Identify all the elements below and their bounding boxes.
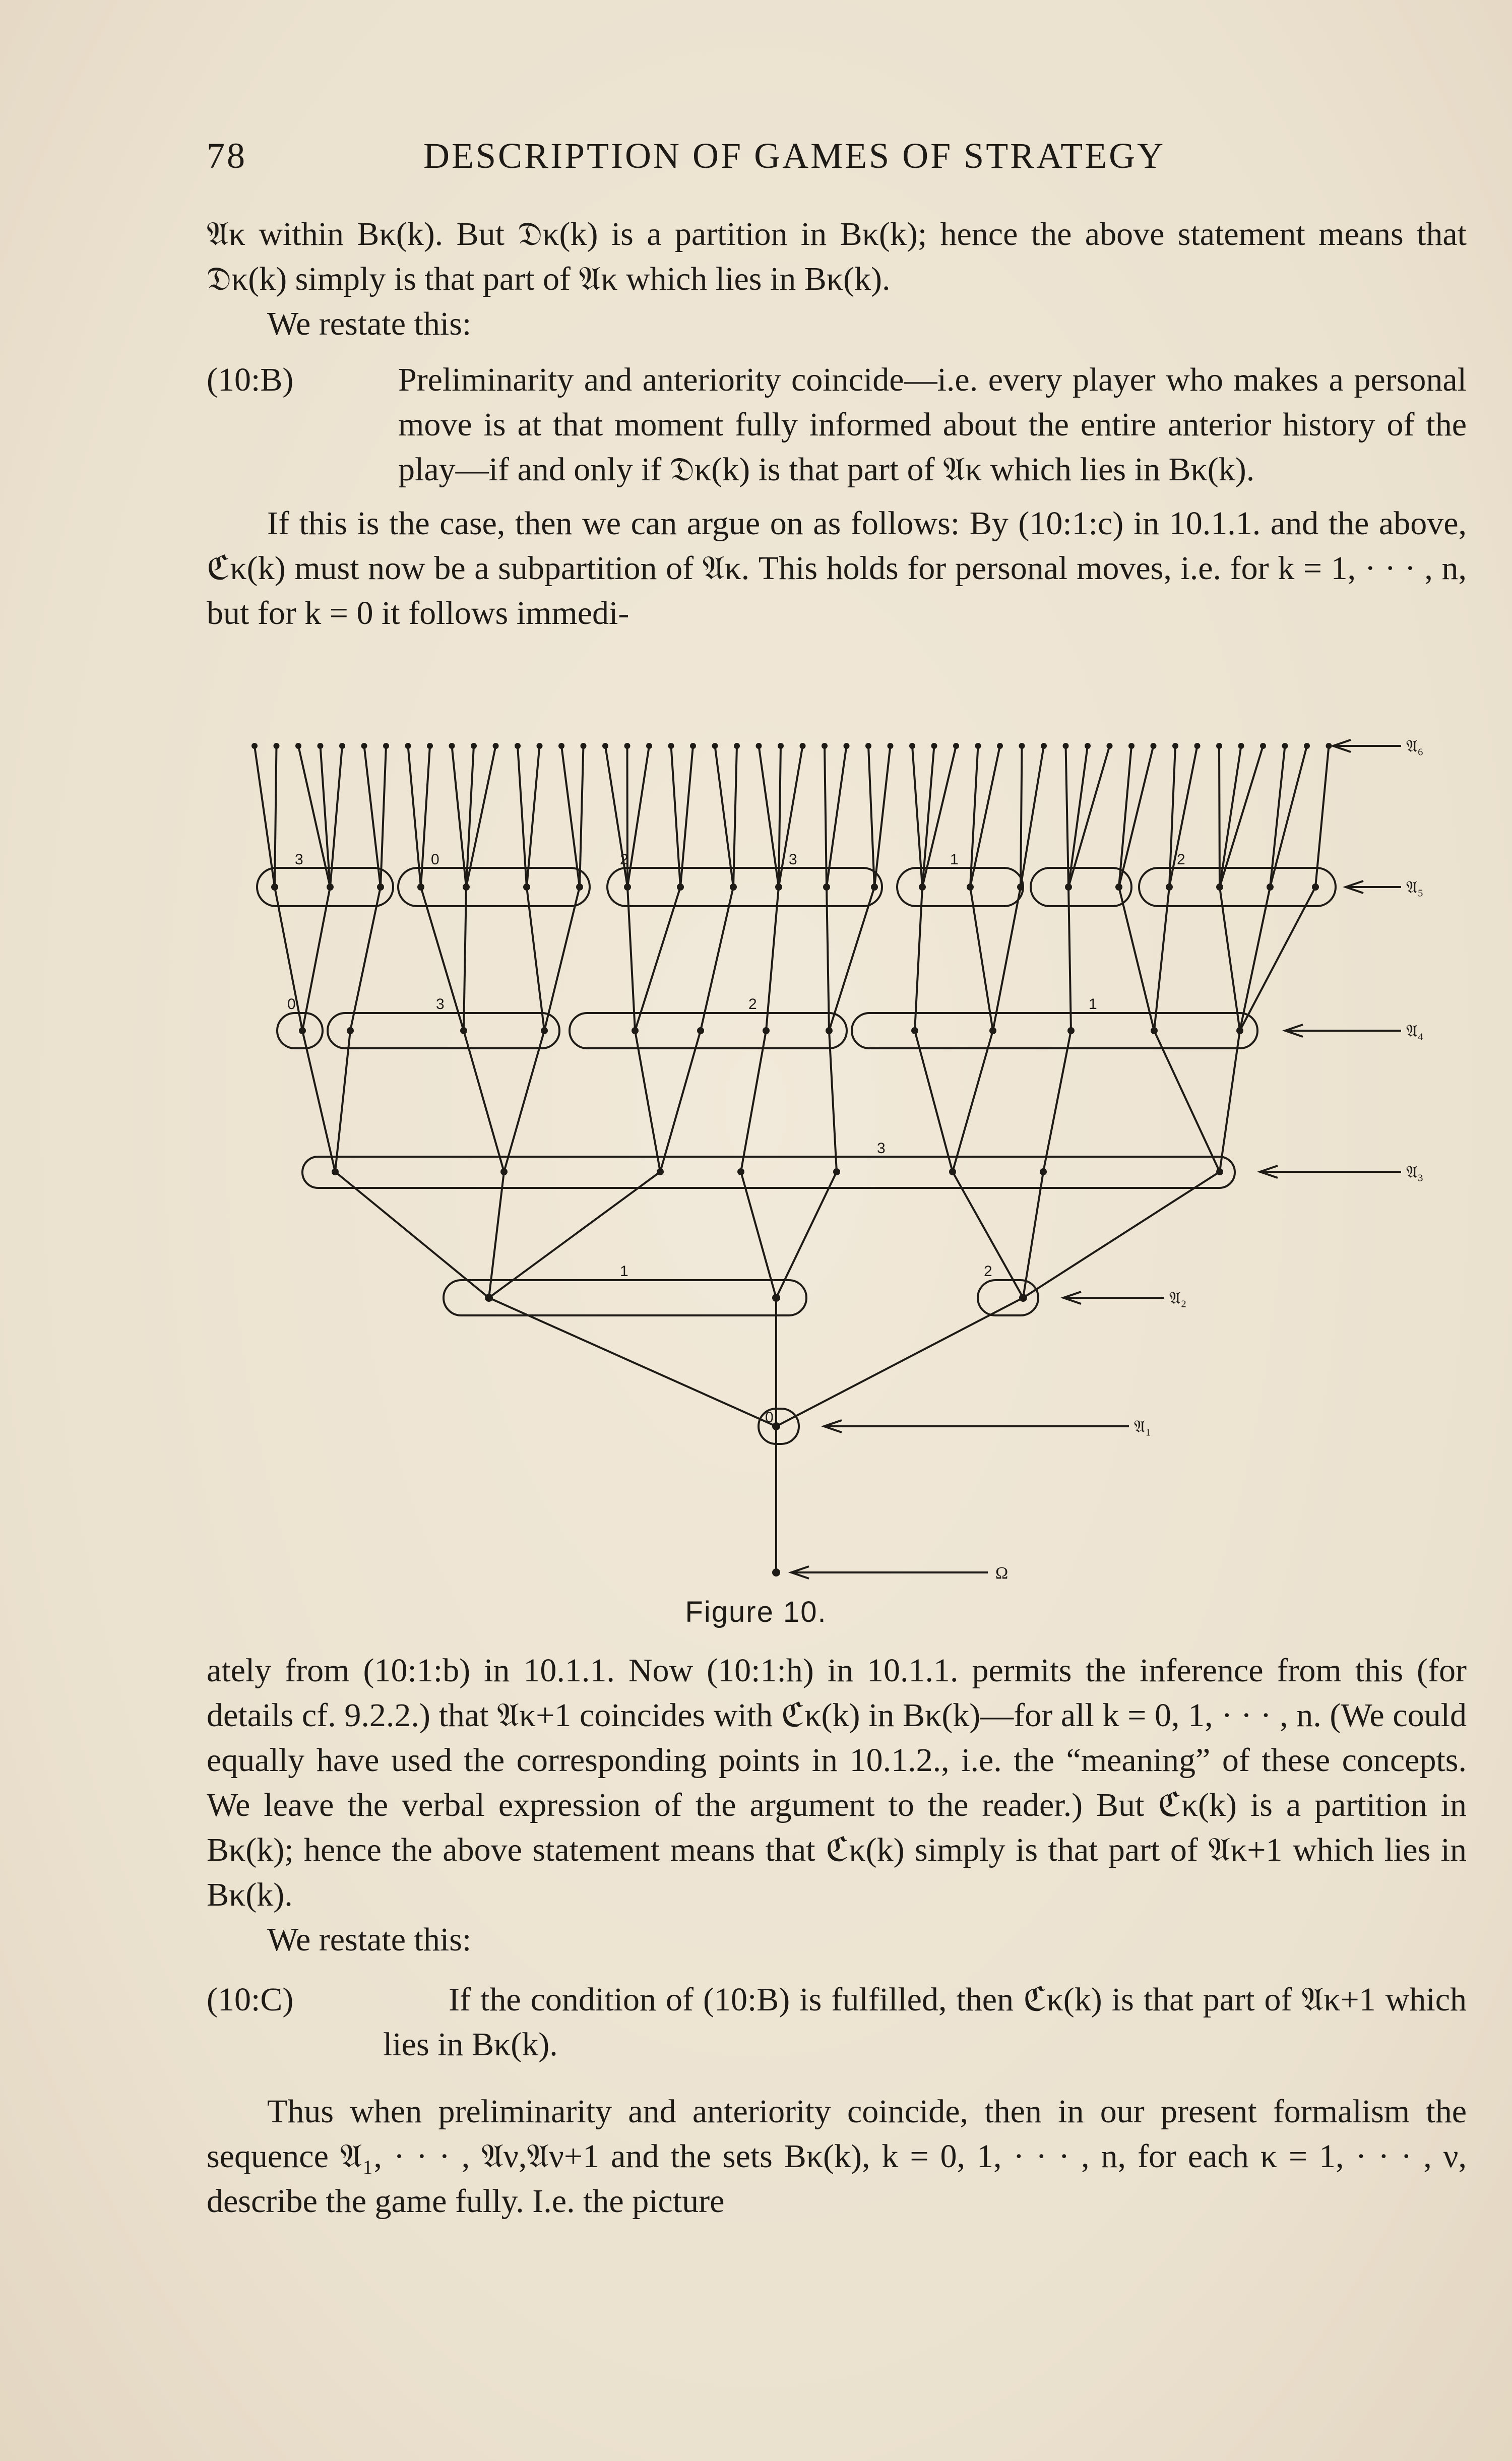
- tree-branch: [1240, 887, 1315, 1031]
- tree-branch: [335, 1031, 350, 1172]
- node: [500, 1168, 508, 1175]
- figure-caption: Figure 10.: [685, 1596, 827, 1628]
- terminal-node: [558, 743, 564, 749]
- terminal-node: [800, 743, 806, 749]
- terminal-node: [471, 743, 477, 749]
- tree-branch: [544, 887, 580, 1031]
- node: [1166, 884, 1173, 891]
- tree-branch: [868, 746, 874, 887]
- node: [871, 884, 878, 891]
- statement-tag: (10:B): [207, 361, 294, 398]
- terminal-node: [1326, 743, 1332, 749]
- tree-branch: [364, 746, 381, 887]
- node: [485, 1294, 493, 1302]
- tree-branch: [827, 887, 829, 1031]
- terminal-node: [537, 743, 543, 749]
- terminal-node: [953, 743, 959, 749]
- tree-branch: [1154, 1031, 1220, 1172]
- info-set-level5-3b: [897, 868, 1023, 906]
- terminal-node: [449, 743, 455, 749]
- tree-branch: [671, 746, 681, 887]
- node: [1019, 1294, 1027, 1302]
- terminal-node: [1216, 743, 1222, 749]
- level-label-a2: 𝔄₂: [1169, 1289, 1187, 1308]
- tree-branch: [561, 746, 580, 887]
- level-label-a6: 𝔄₆: [1406, 737, 1424, 756]
- tree-branch: [776, 1172, 837, 1298]
- set-label: 2: [620, 851, 628, 868]
- terminal-node: [822, 743, 828, 749]
- terminal-node: [493, 743, 499, 749]
- running-header: [207, 135, 1305, 180]
- tree-branch: [825, 746, 827, 887]
- terminal-node: [668, 743, 674, 749]
- page-number: 78: [207, 136, 247, 176]
- info-set-level5-2: [607, 868, 882, 906]
- terminal-node: [756, 743, 762, 749]
- paragraph-continuation: 𝔄κ within Bκ(k). But 𝔇κ(k) is a partition in Bκ(k); hence the above statement means that 𝔇κ(k) simply is that part of 𝔄κ which lies in Bκ(k).: [207, 216, 1467, 297]
- node: [347, 1027, 354, 1034]
- statement-10b: [207, 357, 1467, 492]
- info-set-level5-0: [398, 868, 590, 906]
- node: [523, 884, 530, 891]
- node: [1236, 1027, 1243, 1034]
- node: [772, 1294, 780, 1302]
- terminal-node: [690, 743, 696, 749]
- tree-branch: [635, 887, 680, 1031]
- terminal-node: [997, 743, 1003, 749]
- tree-branch: [635, 1031, 660, 1172]
- tree-branch: [1154, 887, 1169, 1031]
- terminal-node: [274, 743, 280, 749]
- tree-branch: [421, 746, 430, 887]
- set-label: 1: [950, 851, 959, 868]
- terminal-node: [1304, 743, 1310, 749]
- tree-branch: [1066, 746, 1069, 887]
- terminal-node: [383, 743, 389, 749]
- terminal-node: [1194, 743, 1201, 749]
- tree-branch: [350, 887, 381, 1031]
- node: [1017, 884, 1024, 891]
- tree-branch: [741, 1172, 776, 1298]
- info-set-level4-2: [570, 1013, 847, 1048]
- bottom-text-block: [207, 1648, 1467, 2224]
- set-label: 2: [1177, 851, 1185, 868]
- tree-branch: [829, 887, 874, 1031]
- node: [1115, 884, 1122, 891]
- tree-branch: [1068, 746, 1110, 887]
- node-omega: [772, 1568, 780, 1576]
- tree-branch: [680, 746, 693, 887]
- tree-branch: [1220, 746, 1263, 887]
- tree-branch: [1240, 887, 1270, 1031]
- level-label-omega: Ω: [995, 1564, 1009, 1583]
- terminal-node: [361, 743, 367, 749]
- tree-branch: [627, 887, 635, 1031]
- node: [1065, 884, 1072, 891]
- set-label: 1: [1089, 996, 1097, 1013]
- terminal-node: [1107, 743, 1113, 749]
- tree-branch: [829, 1031, 837, 1172]
- tree-branch: [1021, 746, 1044, 887]
- node: [919, 884, 926, 891]
- statement-10c: [207, 1977, 1467, 2067]
- node: [632, 1027, 639, 1034]
- node: [775, 884, 782, 891]
- tree-branch: [701, 887, 733, 1031]
- tree-branch: [1119, 887, 1154, 1031]
- terminal-node: [1019, 743, 1025, 749]
- tree-branch: [504, 1031, 544, 1172]
- tree-branch: [489, 1298, 776, 1426]
- tree-branch: [464, 1031, 504, 1172]
- terminal-node: [909, 743, 915, 749]
- node: [377, 884, 384, 891]
- tree-branch: [330, 746, 342, 887]
- tree-branch: [518, 746, 527, 887]
- tree-branch: [1023, 1172, 1220, 1298]
- info-set-level2-1: [444, 1280, 806, 1315]
- terminal-node: [427, 743, 433, 749]
- tree-branch: [1220, 887, 1240, 1031]
- tree-branch: [1270, 746, 1307, 887]
- tree-branch: [381, 746, 386, 887]
- node: [989, 1027, 996, 1034]
- tree-branch: [1119, 746, 1154, 887]
- node: [1151, 1027, 1158, 1034]
- tree-branch: [255, 746, 275, 887]
- node: [911, 1027, 918, 1034]
- terminal-node: [975, 743, 981, 749]
- statement-body: If the condition of (10:B) is fulfilled, then ℭκ(k) is that part of 𝔄κ+1 which lies in Bκ(k).: [383, 1981, 1467, 2063]
- terminal-node: [602, 743, 608, 749]
- node: [1040, 1168, 1047, 1175]
- node: [657, 1168, 664, 1175]
- tree-branch: [302, 887, 330, 1031]
- tree-branch: [1219, 746, 1220, 887]
- terminal-node: [1085, 743, 1091, 749]
- terminal-node: [624, 743, 631, 749]
- terminal-node: [778, 743, 784, 749]
- info-set-level4-3: [328, 1013, 559, 1048]
- terminal-node: [1151, 743, 1157, 749]
- terminal-node: [405, 743, 411, 749]
- terminal-node: [1128, 743, 1135, 749]
- tree-branch: [527, 746, 540, 887]
- tree-branch: [489, 1172, 504, 1298]
- node: [299, 1027, 306, 1034]
- tree-branch: [627, 746, 649, 887]
- level-label-a5: 𝔄₅: [1406, 878, 1424, 897]
- tree-branch: [1119, 746, 1131, 887]
- tree-branch: [953, 1031, 993, 1172]
- terminal-node: [931, 743, 937, 749]
- set-label: 3: [295, 851, 303, 868]
- tree-branch: [1220, 1031, 1240, 1172]
- terminal-node: [581, 743, 587, 749]
- tree-branch: [779, 746, 781, 887]
- tree-branch: [915, 887, 922, 1031]
- tree-branch: [741, 1031, 766, 1172]
- paragraph: If this is the case, then we can argue on as follows: By (10:1:c) in 10.1.1. and the above, ℭκ(k) must now be a subpartition of 𝔄κ. This holds for personal moves, i.e. for k = 1, · · · , n, but for k = 0 it follows immedi-: [207, 505, 1467, 632]
- terminal-node: [1063, 743, 1069, 749]
- set-label: 3: [789, 851, 797, 868]
- level-label-a4: 𝔄₄: [1406, 1022, 1424, 1041]
- node: [730, 884, 737, 891]
- node: [624, 884, 631, 891]
- info-set-level3: [302, 1157, 1235, 1188]
- tree-branch: [766, 887, 779, 1031]
- terminal-node: [339, 743, 345, 749]
- info-set-level2-2: [978, 1280, 1038, 1315]
- set-label: 0: [765, 1409, 774, 1426]
- terminal-node: [646, 743, 652, 749]
- node: [737, 1168, 744, 1175]
- tree-branch: [1270, 746, 1285, 887]
- tree-branch: [1315, 746, 1329, 887]
- set-label: 3: [877, 1140, 886, 1157]
- level-label-a3: 𝔄₃: [1406, 1163, 1424, 1182]
- terminal-node: [1172, 743, 1178, 749]
- tree-branch: [912, 746, 922, 887]
- restate-line: We restate this:: [267, 305, 472, 342]
- set-label: 2: [984, 1263, 992, 1280]
- paragraph: ately from (10:1:b) in 10.1.1. Now (10:1:h) in 10.1.1. permits the inference from this (for details cf. 9.2.2.) that 𝔄κ+1 coincides with ℭκ(k) in Bκ(k)—for all k = 0, 1, · · · , n. (We could equally have used the corresponding points in 10.1.2., i.e. the “meaning” of these concepts. We leave the verbal expression of the argument to the reader.) But ℭκ(k) is a partition in Bκ(k); hence the above statement means that ℭκ(k) simply is that part of 𝔄κ+1 which lies in Bκ(k).: [207, 1652, 1467, 1913]
- tree-branch: [1068, 746, 1088, 887]
- tree-branch: [970, 887, 993, 1031]
- tree-branch: [733, 746, 737, 887]
- terminal-node: [295, 743, 301, 749]
- terminal-node: [1238, 743, 1244, 749]
- node: [1216, 884, 1223, 891]
- terminal-node: [1041, 743, 1047, 749]
- node: [1216, 1168, 1223, 1175]
- node: [823, 884, 830, 891]
- terminal-node: [251, 743, 258, 749]
- tree-branch: [580, 746, 584, 887]
- top-text-block: [207, 212, 1467, 636]
- set-label: 0: [287, 996, 296, 1013]
- node: [1067, 1027, 1075, 1034]
- tree-branch: [335, 1172, 489, 1298]
- node: [833, 1168, 840, 1175]
- tree-branch: [759, 746, 779, 887]
- node: [271, 884, 278, 891]
- set-label: 2: [748, 996, 757, 1013]
- tree-branch: [464, 887, 466, 1031]
- terminal-node: [865, 743, 871, 749]
- node: [763, 1027, 770, 1034]
- set-label: 3: [436, 996, 445, 1013]
- terminal-node: [515, 743, 521, 749]
- tree-branch: [915, 1031, 953, 1172]
- node: [697, 1027, 704, 1034]
- paragraph: Thus when preliminarity and anteriority coincide, then in our present formalism the sequence 𝔄₁, · · · , 𝔄ν,𝔄ν+1 and the sets Bκ(k), k = 0, 1, · · · , n, for each κ = 1, · · · , ν, describe the game fully. I.e. the picture: [207, 2093, 1467, 2220]
- node: [949, 1168, 956, 1175]
- running-title: DESCRIPTION OF GAMES OF STRATEGY: [423, 136, 1166, 176]
- game-tree-figure: [237, 731, 1467, 1593]
- level-label-a1: 𝔄₁: [1134, 1418, 1152, 1436]
- node: [332, 1168, 339, 1175]
- terminal-node: [844, 743, 850, 749]
- restate-line: We restate this:: [267, 1921, 472, 1958]
- tree-branch: [1220, 746, 1241, 887]
- node: [541, 1027, 548, 1034]
- node: [677, 884, 684, 891]
- tree-branch: [827, 746, 847, 887]
- tree-branch: [776, 1298, 1023, 1426]
- set-label: 0: [431, 851, 439, 868]
- node: [1267, 884, 1274, 891]
- tree-branch: [1043, 1031, 1071, 1172]
- node: [1312, 884, 1319, 891]
- node: [417, 884, 424, 891]
- tree-branch: [275, 746, 277, 887]
- node: [463, 884, 470, 891]
- tree-branch: [527, 887, 544, 1031]
- tree-branch: [660, 1031, 701, 1172]
- set-label: 1: [620, 1263, 628, 1280]
- node-dots: [251, 743, 1332, 1034]
- node: [826, 1027, 833, 1034]
- tree-branch: [1023, 1172, 1043, 1298]
- tree-branch: [715, 746, 734, 887]
- terminal-node: [888, 743, 894, 749]
- tree-branch: [489, 1172, 660, 1298]
- terminal-node: [734, 743, 740, 749]
- tree-branch: [408, 746, 421, 887]
- tree-branch: [452, 746, 467, 887]
- terminal-node: [318, 743, 324, 749]
- node: [460, 1027, 467, 1034]
- node: [576, 884, 583, 891]
- tree-branch: [1021, 746, 1022, 887]
- tree-branch: [993, 887, 1021, 1031]
- terminal-node: [712, 743, 718, 749]
- terminal-node: [1282, 743, 1288, 749]
- tree-branch: [302, 1031, 335, 1172]
- tree-branch: [1068, 887, 1071, 1031]
- node: [967, 884, 974, 891]
- tree-branch: [874, 746, 891, 887]
- statement-body: Preliminarity and anteriority coincide—i.e. every player who makes a personal move is at that moment fully informed about the entire anterior history of the play—if and only if 𝔇κ(k) is that part of 𝔄κ which lies in Bκ(k).: [398, 361, 1467, 488]
- node: [327, 884, 334, 891]
- terminal-node: [1260, 743, 1266, 749]
- statement-tag: (10:C): [207, 1981, 294, 2018]
